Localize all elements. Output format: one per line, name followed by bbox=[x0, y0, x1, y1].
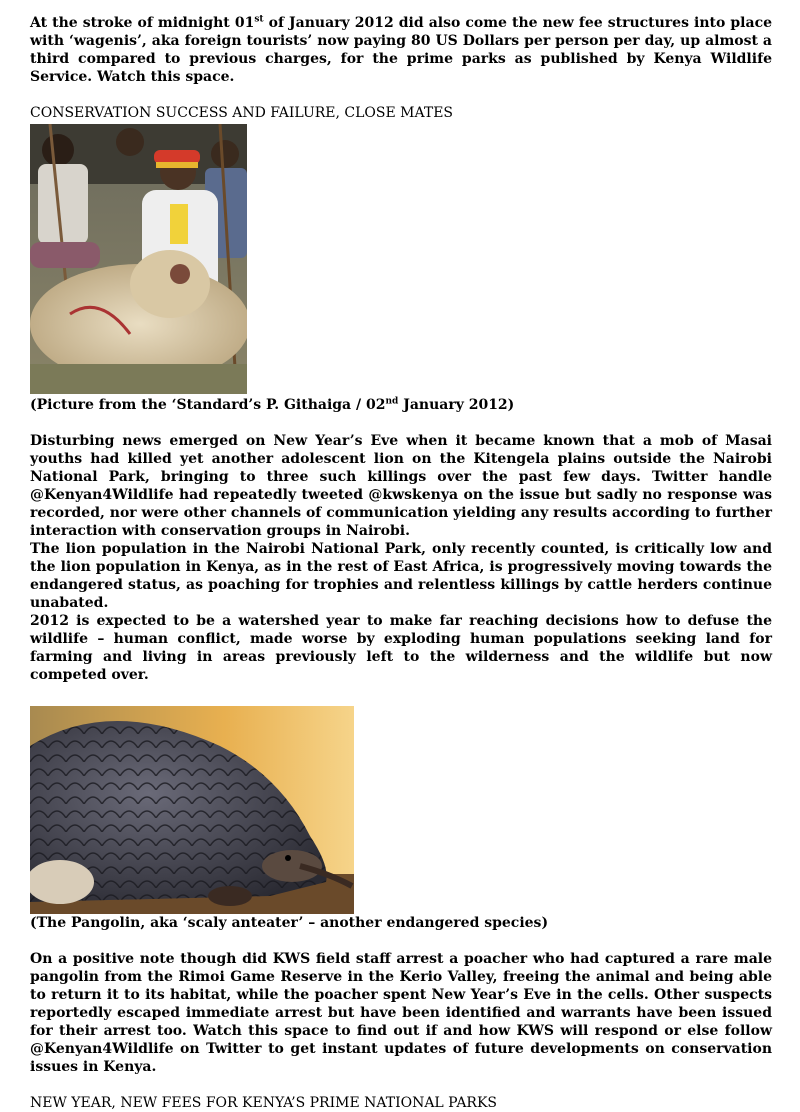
lion-crowd-photo bbox=[30, 124, 247, 394]
paragraph-lion-population: The lion population in the Nairobi National Park, only recently counted, is critically low and the lion population in Kenya, as in the rest of East Africa, is progressively moving towards the endangered status, as poaching for trophies and relentless killings by cattle herders continue unabated. bbox=[30, 541, 772, 611]
paragraph-watershed-year: 2012 is expected to be a watershed year to make far reaching decisions how to defuse the wildlife – human conflict, made worse by exploding human populations seeking land for farming and living in areas previously left to the wilderness and the wildlife but now competed over. bbox=[30, 613, 772, 683]
section-heading-new-fees: NEW YEAR, NEW FEES FOR KENYA’S PRIME NATIONAL PARKS bbox=[30, 1095, 498, 1111]
intro-paragraph: At the stroke of midnight 01st of January 2012 did also come the new fee structures into place with ‘wagenis’, aka foreign tourists’ now paying 80 US Dollars per person per day, up almost a third compared to previous charges, for the prime parks as published by Kenya Wildlife Service. Watch this space. bbox=[30, 14, 773, 85]
article bbox=[30, 14, 772, 1112]
paragraph-pangolin-arrest: On a positive note though did KWS field staff arrest a poacher who had captured a rare male pangolin from the Rimoi Game Reserve in the Kerio Valley, freeing the animal and being able to return it to its habitat, while the poacher spent New Year’s Eve in the cells. Other suspects reportedly escaped immediate arrest but have been identified and warrants have been issued for their arrest too. Watch this space to find out if and how KWS will respond or else follow @Kenyan4Wildlife on Twitter to get instant updates of future developments on conservation issues in Kenya. bbox=[30, 951, 772, 1075]
pangolin-photo bbox=[30, 706, 354, 914]
photo-caption-lion: (Picture from the ‘Standard’s P. Githaiga / 02nd January 2012) bbox=[30, 396, 515, 413]
section-heading-conservation: CONSERVATION SUCCESS AND FAILURE, CLOSE MATES bbox=[30, 105, 454, 121]
paragraph-lion-killings: Disturbing news emerged on New Year’s Eve when it became known that a mob of Masai youths had killed yet another adolescent lion on the Kitengela plains outside the Nairobi National Park, bringing to three such killings over the past few days. Twitter handle @Kenyan4Wildlife had repeatedly tweeted @kwskenya on the issue but sadly no response was recorded, nor were other channels of communication yielding any results according to further interaction with conservation groups in Nairobi. bbox=[30, 433, 772, 539]
photo-caption-pangolin: (The Pangolin, aka ‘scaly anteater’ – another endangered species) bbox=[30, 915, 549, 931]
